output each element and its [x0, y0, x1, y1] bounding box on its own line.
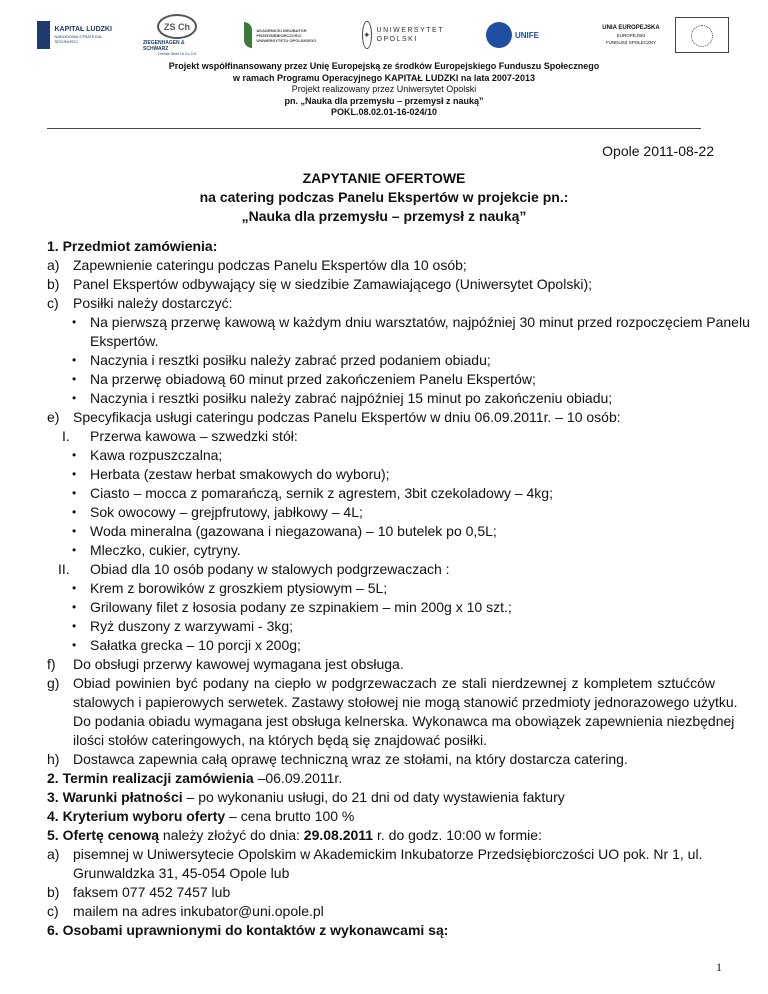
item-c-bullet-4: Naczynia i resztki posiłku należy zabrać najpóźniej 15 minut po zakończeniu obiadu;	[90, 390, 613, 406]
kapital-ludzki-subtext: NARODOWA STRATEGIA SPÓJNOŚCI	[54, 34, 102, 44]
logo-bar	[0, 14, 768, 59]
item-e-text: Specyfikacja usługi cateringu podczas Panelu Ekspertów w dniu 06.09.2011r. – 10 osób:	[73, 409, 621, 425]
inkubator-logo	[244, 14, 322, 56]
bullet-icon: •	[72, 581, 77, 595]
item-c-bullet-2: Naczynia i resztki posiłku należy zabrać przed podaniem obiadu;	[90, 352, 491, 368]
inkubator-text: AKADEMICKI INKUBATOR PRZEDSIĘBIORCZOŚCI UNIWERSYTETU OPOLSKIEGO	[256, 27, 317, 43]
kapital-ludzki-logo	[37, 14, 123, 56]
lunch-item-3: Ryż duszony z warzywami - 3kg;	[90, 618, 294, 634]
s5-item-b-text: faksem 077 452 7457 lub	[73, 884, 231, 900]
section-5-deadline: 29.08.2011	[303, 827, 374, 843]
eu-logo	[601, 14, 741, 56]
coffee-item-1: Kawa rozpuszczalna;	[90, 447, 223, 463]
subitem-II-text: Obiad dla 10 osób podany w stalowych podgrzewaczach :	[90, 561, 450, 577]
coffee-item-2: Herbata (zestaw herbat smakowych do wyboru);	[90, 466, 390, 482]
item-g-line-1: Obiad powinien być podany na ciepło w podgrzewaczach ze stali nierdzewnej z kompletem sztućców	[73, 675, 715, 691]
item-c-bullet-3: Na przerwę obiadową 60 minut przed zakończeniem Panelu Ekspertów;	[90, 371, 536, 387]
item-f-text: Do obsługi przerwy kawowej wymagana jest obsługa.	[73, 656, 404, 672]
bullet-icon: •	[72, 505, 77, 519]
item-g-line-3: Do podania obiadu wymagana jest obsługa kelnerska. Wykonawca ma obowiązek zapewnienia niezbędnej	[73, 713, 735, 729]
header-line-3: Projekt realizowany przez Uniwersytet Opolski	[291, 84, 477, 94]
item-g-line-2: stalowych i papierowych serwetek. Zastawy stołowej nie mogą stanowić przedmioty jednorazowego użytku.	[73, 694, 738, 710]
zs-subtext: Chemie GmbH & Co. KG	[157, 52, 197, 56]
title-line-3: „Nauka dla przemysłu – przemysł z nauką”	[241, 208, 527, 224]
bullet-icon: •	[72, 543, 77, 557]
title-line-1: ZAPYTANIE OFERTOWE	[302, 170, 466, 186]
uo-line1: UNIWERSYTET	[376, 27, 444, 34]
uniwersytet-opolski-logo	[362, 14, 444, 56]
globe-icon	[486, 22, 512, 48]
item-c-bullet-1b: Ekspertów.	[90, 333, 159, 349]
section-4-text: – cena brutto 100 %	[225, 808, 355, 824]
header-line-4: pn. „Nauka dla przemysłu – przemysł z nauką”	[284, 95, 484, 106]
section-5-text-2: r. do godz. 10:00 w formie:	[373, 827, 542, 843]
unife-logo	[486, 14, 550, 56]
document-date: Opole 2011-08-22	[602, 143, 714, 159]
bullet-icon: •	[72, 391, 77, 405]
s5-item-c-label: c)	[47, 903, 59, 919]
zs-mark: ZS Ch	[157, 14, 197, 39]
item-b-label: b)	[47, 276, 60, 292]
zs-name: ZIEGENHAGEN & SCHWARZ	[143, 40, 185, 52]
s5-item-b-label: b)	[47, 884, 60, 900]
header-divider	[47, 128, 701, 129]
subitem-II-label: II.	[58, 561, 70, 577]
eu-flag-icon	[675, 17, 729, 53]
lunch-item-4: Sałatka grecka – 10 porcji x 200g;	[90, 637, 301, 653]
bullet-icon: •	[72, 467, 77, 481]
section-5-text-1: należy złożyć do dnia:	[159, 827, 304, 843]
ue-line2: EUROPEJSKI	[616, 32, 646, 38]
bullet-icon: •	[72, 524, 77, 538]
coffee-item-4: Sok owocowy – grejpfrutowy, jabłkowy – 4L;	[90, 504, 363, 520]
section-1-heading: 1. Przedmiot zamówienia:	[47, 238, 218, 254]
coffee-item-3: Ciasto – mocca z pomarańczą, sernik z agrestem, 3bit czekoladowy – 4kg;	[90, 485, 553, 501]
section-5-heading: 5. Ofertę cenową	[47, 827, 160, 843]
section-2	[47, 770, 342, 786]
section-3-text: – po wykonaniu usługi, do 21 dni od daty wystawienia faktury	[182, 789, 565, 805]
item-b-text: Panel Ekspertów odbywający się w siedzibie Zamawiającego (Uniwersytet Opolski);	[73, 276, 592, 292]
item-a-text: Zapewnienie cateringu podczas Panelu Ekspertów dla 10 osób;	[73, 257, 467, 273]
leaf-icon	[244, 22, 252, 48]
bullet-icon: •	[72, 315, 77, 329]
item-h-text: Dostawca zapewnia całą oprawę techniczną wraz ze stołami, na który dostarcza catering.	[73, 751, 628, 767]
university-seal-icon: ✦	[362, 21, 372, 49]
s5-item-c-text: mailem na adres inkubator@uni.opole.pl	[73, 903, 324, 919]
section-4-heading: 4. Kryterium wyboru oferty	[47, 808, 226, 824]
title-line-2: na catering podczas Panelu Ekspertów w projekcie pn.:	[199, 189, 569, 205]
header-line-1: Projekt współfinansowany przez Unię Europejską ze środków Europejskiego Funduszu Społecznego	[168, 61, 600, 71]
item-f-label: f)	[47, 656, 56, 672]
bullet-icon: •	[72, 353, 77, 367]
bullet-icon: •	[72, 448, 77, 462]
s5-item-a-label: a)	[47, 846, 60, 862]
section-2-heading: 2. Termin realizacji zamówienia	[47, 770, 254, 786]
section-4	[47, 808, 354, 824]
kapital-ludzki-text: KAPITAŁ LUDZKI	[54, 26, 112, 33]
ue-line1: UNIA EUROPEJSKA	[602, 24, 660, 31]
ziegenhagen-schwarz-logo	[143, 14, 211, 56]
section-2-text: –06.09.2011r.	[253, 770, 343, 786]
lunch-item-1: Krem z borowików z groszkiem ptysiowym – 5L;	[90, 580, 388, 596]
section-6-heading: 6. Osobami uprawnionymi do kontaktów z wykonawcami są:	[47, 922, 449, 938]
s5-item-a-line-1: pisemnej w Uniwersytecie Opolskim w Akademickim Inkubatorze Przedsiębiorczości UO pok. Nr 1, ul.	[73, 846, 703, 862]
section-3	[47, 789, 565, 805]
item-c-bullet-1a: Na pierwszą przerwę kawową w każdym dniu warsztatów, najpóźniej 30 minut przed rozpoczęciem Panelu	[90, 314, 750, 330]
coffee-item-6: Mleczko, cukier, cytryny.	[90, 542, 241, 558]
coffee-item-5: Woda mineralna (gazowana i niegazowana) – 10 butelek po 0,5L;	[90, 523, 497, 539]
project-header	[0, 61, 768, 119]
bullet-icon: •	[72, 638, 77, 652]
lunch-item-2: Grilowany filet z łososia podany ze szpinakiem – min 200g x 10 szt.;	[90, 599, 512, 615]
ue-line3: FUNDUSZ SPOŁECZNY	[605, 39, 656, 45]
item-c-text: Posiłki należy dostarczyć:	[73, 295, 233, 311]
item-c-label: c)	[47, 295, 59, 311]
bullet-icon: •	[72, 600, 77, 614]
section-3-heading: 3. Warunki płatności	[47, 789, 183, 805]
header-line-2: w ramach Programu Operacyjnego KAPITAŁ LUDZKI na lata 2007-2013	[233, 72, 535, 83]
bullet-icon: •	[72, 619, 77, 633]
item-g-line-4: ilości stołów cateringowych, na których będą się znajdować posiłki.	[73, 732, 487, 748]
item-g-label: g)	[47, 675, 60, 691]
item-e-label: e)	[47, 409, 60, 425]
s5-item-a-line-2: Grunwaldzka 31, 45-054 Opole lub	[73, 865, 290, 881]
subitem-I-text: Przerwa kawowa – szwedzki stół:	[90, 428, 298, 444]
header-line-5: POKL.08.02.01-16-024/10	[330, 107, 438, 117]
uo-line2: OPOLSKI	[376, 36, 418, 43]
bullet-icon: •	[72, 372, 77, 386]
unife-text: UNIFE	[515, 30, 539, 40]
section-5	[47, 827, 542, 843]
subitem-I-label: I.	[62, 428, 70, 444]
item-h-label: h)	[47, 751, 60, 767]
item-a-label: a)	[47, 257, 60, 273]
bullet-icon: •	[72, 486, 77, 500]
page-number: 1	[716, 960, 722, 974]
